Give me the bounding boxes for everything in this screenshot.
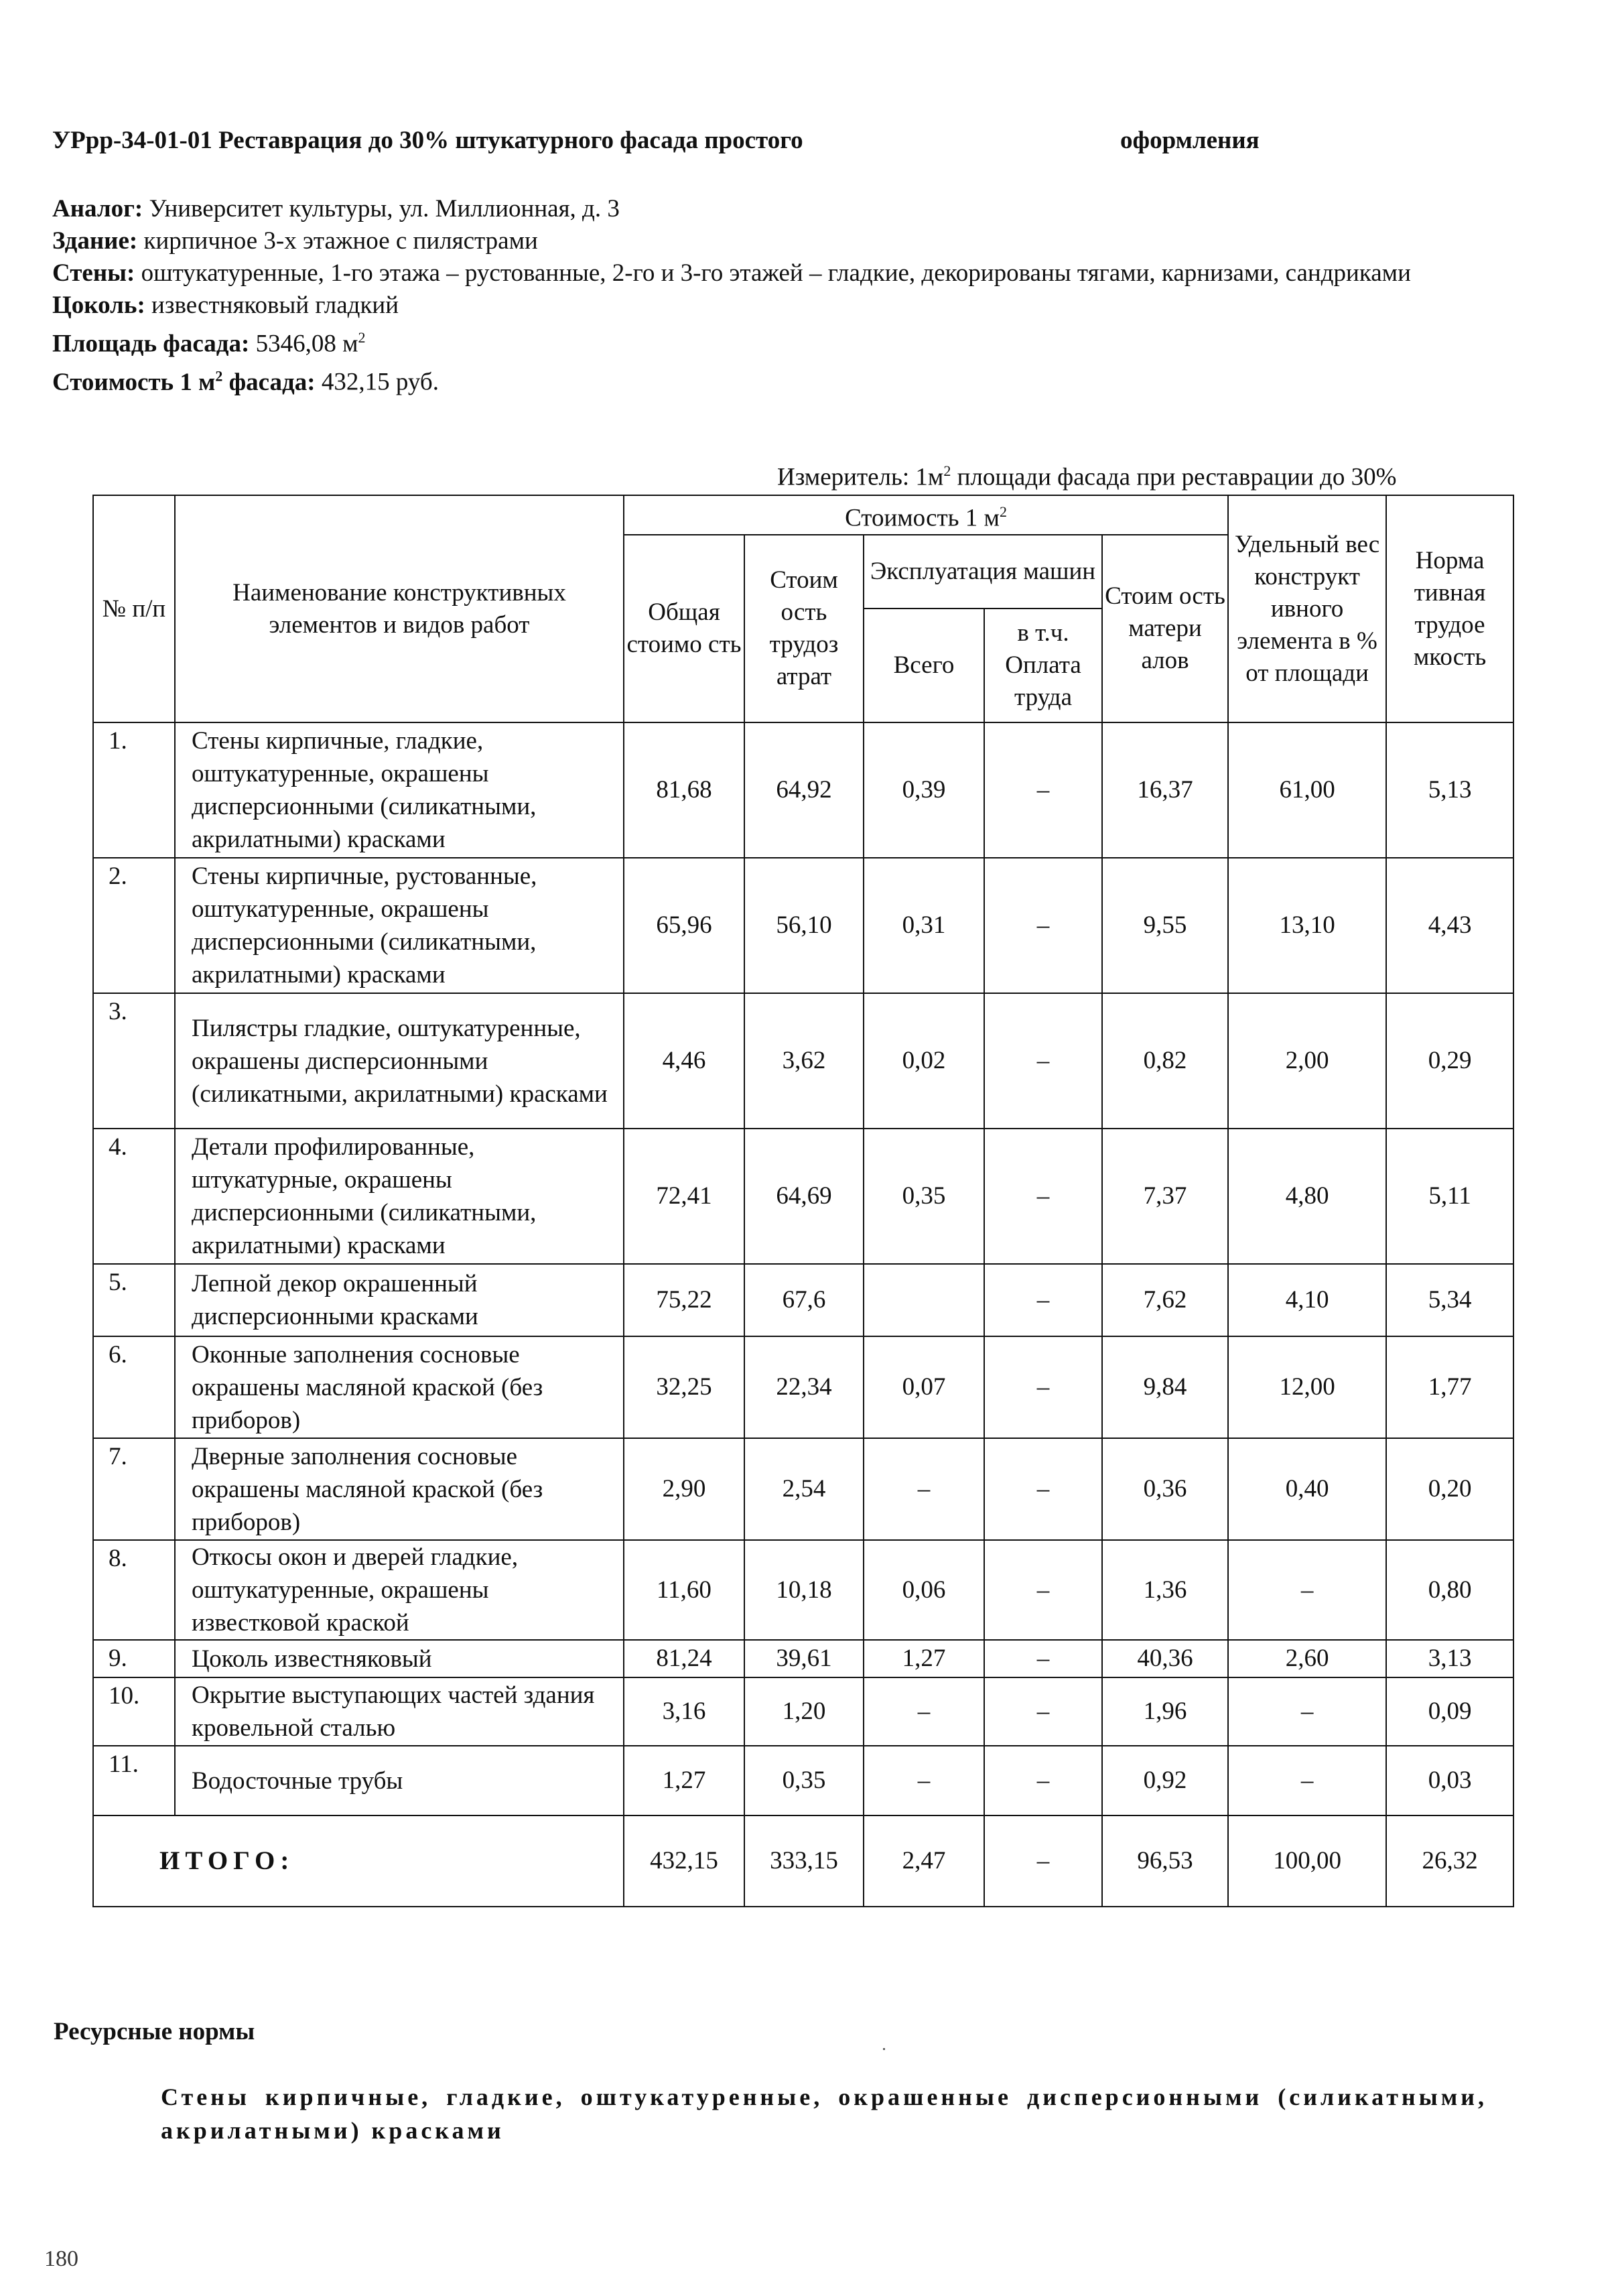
cell-mat: 7,62 xyxy=(1102,1264,1228,1336)
cell-share: – xyxy=(1228,1540,1386,1640)
analog-value: Университет культуры, ул. Миллионная, д. 3 xyxy=(149,195,620,222)
cell-mach: 0,31 xyxy=(864,858,984,993)
resources-title: Ресурсные нормы xyxy=(54,2018,255,2045)
analog-line xyxy=(52,193,1499,225)
table-row xyxy=(93,858,1513,993)
cell-norm: 1,77 xyxy=(1386,1336,1513,1438)
cell-wage: – xyxy=(984,993,1102,1129)
row-number: 5. xyxy=(93,1264,175,1336)
total-mach: 2,47 xyxy=(864,1815,984,1907)
cell-share: 0,40 xyxy=(1228,1438,1386,1540)
cell-wage: – xyxy=(984,722,1102,858)
cell-mach: 0,02 xyxy=(864,993,984,1129)
cell-norm: 5,13 xyxy=(1386,722,1513,858)
cell-share: 13,10 xyxy=(1228,858,1386,993)
row-work-name: Стены кирпичные, гладкие, оштукатуренные, окрашены дисперсионными (силикатными, акрилатными) красками xyxy=(175,722,624,858)
measure-unit xyxy=(777,462,1396,491)
cell-share: 4,80 xyxy=(1228,1129,1386,1264)
table-row xyxy=(93,1129,1513,1264)
row-number: 1. xyxy=(93,722,175,858)
row-work-name: Водосточные трубы xyxy=(175,1746,624,1815)
cell-wage: – xyxy=(984,1438,1102,1540)
plinth-label: Цоколь: xyxy=(52,292,145,319)
row-work-name: Детали профилированные, штукатурные, окрашены дисперсионными (силикатными, акрилатными) красками xyxy=(175,1129,624,1264)
cell-total: 32,25 xyxy=(624,1336,744,1438)
total-share: 100,00 xyxy=(1228,1815,1386,1907)
row-work-name: Дверные заполнения сосновые окрашены масляной краской (без приборов) xyxy=(175,1438,624,1540)
cell-labor: 64,92 xyxy=(744,722,864,858)
cell-share: 61,00 xyxy=(1228,722,1386,858)
cell-mat: 9,84 xyxy=(1102,1336,1228,1438)
page-number: 180 xyxy=(44,2246,78,2271)
cell-labor: 56,10 xyxy=(744,858,864,993)
cell-total: 4,46 xyxy=(624,993,744,1129)
row-number: 2. xyxy=(93,858,175,993)
measure-sup: 2 xyxy=(943,462,951,479)
cell-wage: – xyxy=(984,1336,1102,1438)
cell-total: 81,68 xyxy=(624,722,744,858)
cell-share: – xyxy=(1228,1677,1386,1746)
resources-text: Стены кирпичные, гладкие, оштукатуренные, окрашенные дисперсионными (силикатными, акрилатными) красками xyxy=(161,2084,1487,2144)
cell-mat: 0,82 xyxy=(1102,993,1228,1129)
cell-mach xyxy=(864,1264,984,1336)
row-work-name: Откосы окон и дверей гладкие, оштукатуренные, окрашены известковой краской xyxy=(175,1540,624,1640)
header-cost-group xyxy=(624,495,1228,535)
analog-label: Аналог: xyxy=(52,195,143,222)
cell-mat: 0,36 xyxy=(1102,1438,1228,1540)
row-number: 4. xyxy=(93,1129,175,1264)
building-info xyxy=(52,193,1499,399)
row-work-name: Пилястры гладкие, оштукатуренные, окрашены дисперсионными (силикатными, акрилатными) красками xyxy=(175,993,624,1129)
cell-share: 4,10 xyxy=(1228,1264,1386,1336)
header-num: № п/п xyxy=(93,495,175,722)
cell-mat: 9,55 xyxy=(1102,858,1228,993)
header-machines-total: Всего xyxy=(864,609,984,722)
cell-mat: 40,36 xyxy=(1102,1640,1228,1677)
cell-wage: – xyxy=(984,1640,1102,1677)
cell-norm: 5,11 xyxy=(1386,1129,1513,1264)
cell-mach: 0,39 xyxy=(864,722,984,858)
cell-mat: 0,92 xyxy=(1102,1746,1228,1815)
cell-wage: – xyxy=(984,1540,1102,1640)
cell-mach: 1,27 xyxy=(864,1640,984,1677)
table-row xyxy=(93,1640,1513,1677)
row-work-name: Лепной декор окрашенный дисперсионными красками xyxy=(175,1264,624,1336)
area-sup: 2 xyxy=(358,329,366,346)
walls-label: Стены: xyxy=(52,259,135,287)
cell-norm: 4,43 xyxy=(1386,858,1513,993)
cell-total: 75,22 xyxy=(624,1264,744,1336)
cell-labor: 39,61 xyxy=(744,1640,864,1677)
cell-mach: – xyxy=(864,1677,984,1746)
row-work-name: Оконные заполнения сосновые окрашены масляной краской (без приборов) xyxy=(175,1336,624,1438)
area-value: 5346,08 м xyxy=(255,330,358,358)
table-row xyxy=(93,1264,1513,1336)
cost-table xyxy=(92,495,1514,1907)
cell-labor: 10,18 xyxy=(744,1540,864,1640)
table-row xyxy=(93,1540,1513,1640)
cell-wage: – xyxy=(984,1129,1102,1264)
total-label: ИТОГО: xyxy=(93,1815,624,1907)
cost-label: Стоимость 1 м xyxy=(52,368,216,396)
header-cost-group-sup: 2 xyxy=(999,503,1007,520)
cell-wage: – xyxy=(984,858,1102,993)
scan-speck xyxy=(883,2048,885,2050)
building-label: Здание: xyxy=(52,227,138,255)
header-labor-cost: Стоим ость трудоз атрат xyxy=(744,535,864,722)
cost-label-tail: фасада: xyxy=(228,368,316,396)
cell-share: 2,60 xyxy=(1228,1640,1386,1677)
row-number: 3. xyxy=(93,993,175,1129)
header-norm: Норма тивная трудое мкость xyxy=(1386,495,1513,722)
cell-norm: 0,20 xyxy=(1386,1438,1513,1540)
cost-line xyxy=(52,360,1499,398)
cell-share: 12,00 xyxy=(1228,1336,1386,1438)
cell-mat: 7,37 xyxy=(1102,1129,1228,1264)
header-materials: Стоим ость матери алов xyxy=(1102,535,1228,722)
cell-total: 2,90 xyxy=(624,1438,744,1540)
table-row xyxy=(93,1677,1513,1746)
cell-labor: 3,62 xyxy=(744,993,864,1129)
cell-norm: 3,13 xyxy=(1386,1640,1513,1677)
table-row xyxy=(93,993,1513,1129)
cell-norm: 5,34 xyxy=(1386,1264,1513,1336)
cell-wage: – xyxy=(984,1746,1102,1815)
table-row xyxy=(93,1336,1513,1438)
cell-norm: 0,03 xyxy=(1386,1746,1513,1815)
measure-text-tail: площади фасада при реставрации до 30% xyxy=(957,463,1397,491)
cell-total: 65,96 xyxy=(624,858,744,993)
cell-share: – xyxy=(1228,1746,1386,1815)
document-title-tail: оформления xyxy=(1120,127,1260,154)
cell-mach: – xyxy=(864,1438,984,1540)
cell-total: 81,24 xyxy=(624,1640,744,1677)
row-work-name: Окрытие выступающих частей здания кровельной сталью xyxy=(175,1677,624,1746)
cost-value: 432,15 руб. xyxy=(321,368,439,396)
row-work-name: Стены кирпичные, рустованные, оштукатуренные, окрашены дисперсионными (силикатными, акрилатными) красками xyxy=(175,858,624,993)
cell-mach: 0,06 xyxy=(864,1540,984,1640)
header-cost-group-label: Стоимость 1 м xyxy=(845,504,1000,532)
walls-value: оштукатуренные, 1-го этажа – рустованные, 2-го и 3-го этажей – гладкие, декорированы тягами, карнизами, сандриками xyxy=(141,259,1411,287)
row-number: 11. xyxy=(93,1746,175,1815)
header-total-cost: Общая стоимо сть xyxy=(624,535,744,722)
cell-wage: – xyxy=(984,1264,1102,1336)
plinth-value: известняковый гладкий xyxy=(151,292,399,319)
cell-norm: 0,80 xyxy=(1386,1540,1513,1640)
total-total: 432,15 xyxy=(624,1815,744,1907)
cell-mat: 16,37 xyxy=(1102,722,1228,858)
cell-labor: 22,34 xyxy=(744,1336,864,1438)
building-line xyxy=(52,225,1499,257)
cell-mach: – xyxy=(864,1746,984,1815)
cell-total: 11,60 xyxy=(624,1540,744,1640)
row-number: 8. xyxy=(93,1540,175,1640)
total-norm: 26,32 xyxy=(1386,1815,1513,1907)
cell-wage: – xyxy=(984,1677,1102,1746)
table-row xyxy=(93,722,1513,858)
cell-total: 3,16 xyxy=(624,1677,744,1746)
header-name: Наименование конструктивных элементов и видов работ xyxy=(175,495,624,722)
table-row xyxy=(93,1438,1513,1540)
cell-labor: 2,54 xyxy=(744,1438,864,1540)
header-share: Удельный вес конструкт ивного элемента в % от площади xyxy=(1228,495,1386,722)
cell-mach: 0,35 xyxy=(864,1129,984,1264)
total-row xyxy=(93,1815,1513,1907)
total-wage: – xyxy=(984,1815,1102,1907)
total-labor: 333,15 xyxy=(744,1815,864,1907)
measure-text: Измеритель: 1м xyxy=(777,463,944,491)
row-number: 10. xyxy=(93,1677,175,1746)
cell-norm: 0,29 xyxy=(1386,993,1513,1129)
area-line xyxy=(52,322,1499,360)
row-number: 7. xyxy=(93,1438,175,1540)
walls-line xyxy=(52,257,1499,290)
table-row xyxy=(93,1746,1513,1815)
cell-norm: 0,09 xyxy=(1386,1677,1513,1746)
cell-total: 72,41 xyxy=(624,1129,744,1264)
plinth-line xyxy=(52,290,1499,322)
cell-labor: 67,6 xyxy=(744,1264,864,1336)
document-title: УРрр-34-01-01 Реставрация до 30% штукатурного фасада простого xyxy=(52,127,803,154)
cell-labor: 1,20 xyxy=(744,1677,864,1746)
cell-labor: 64,69 xyxy=(744,1129,864,1264)
cell-mat: 1,36 xyxy=(1102,1540,1228,1640)
cell-total: 1,27 xyxy=(624,1746,744,1815)
cell-mat: 1,96 xyxy=(1102,1677,1228,1746)
total-mat: 96,53 xyxy=(1102,1815,1228,1907)
area-label: Площадь фасада: xyxy=(52,330,250,358)
cell-share: 2,00 xyxy=(1228,993,1386,1129)
cell-mach: 0,07 xyxy=(864,1336,984,1438)
row-number: 6. xyxy=(93,1336,175,1438)
cost-label-sup: 2 xyxy=(215,367,223,385)
header-machines: Эксплуатация машин xyxy=(864,535,1102,609)
row-work-name: Цоколь известняковый xyxy=(175,1640,624,1677)
header-machines-wage: в т.ч. Оплата труда xyxy=(984,609,1102,722)
cell-labor: 0,35 xyxy=(744,1746,864,1815)
row-number: 9. xyxy=(93,1640,175,1677)
building-value: кирпичное 3-х этажное с пилястрами xyxy=(143,227,538,255)
